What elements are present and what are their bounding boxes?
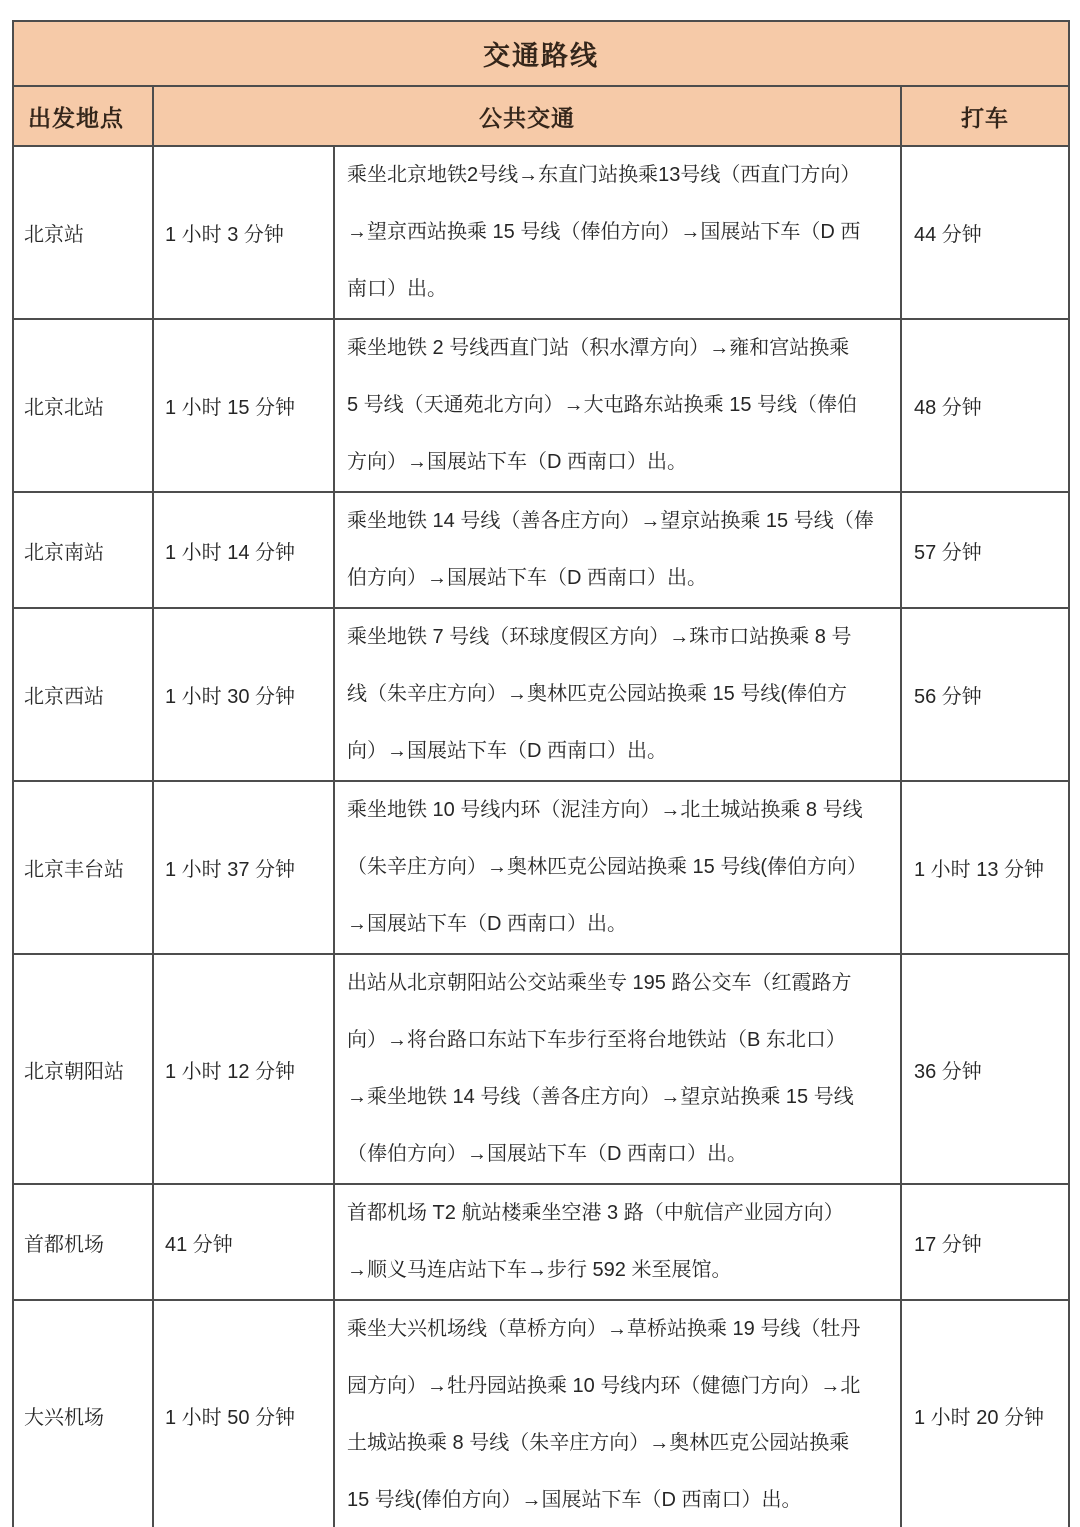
- route-description-cell: [334, 319, 901, 492]
- route-description-cell: [334, 781, 901, 954]
- table-header-row: [13, 86, 1069, 146]
- table-body: [13, 146, 1069, 1527]
- departure-station-cell: 大兴机场: [13, 1300, 153, 1527]
- route-line: 15 号线(俸伯方向）→国展站下车（D 西南口）出。: [347, 1489, 802, 1511]
- taxi-duration-cell: 57 分钟: [901, 492, 1069, 608]
- route-description-cell: [334, 1184, 901, 1300]
- route-line: 乘坐地铁 14 号线（善各庄方向）→望京站换乘 15 号线（俸: [347, 510, 874, 532]
- route-line: 乘坐北京地铁2号线→东直门站换乘13号线（西直门方向）: [347, 164, 861, 186]
- taxi-duration-cell: 48 分钟: [901, 319, 1069, 492]
- route-line: 向）→国展站下车（D 西南口）出。: [347, 740, 667, 762]
- route-line: →乘坐地铁 14 号线（善各庄方向）→望京站换乘 15 号线: [347, 1086, 854, 1108]
- route-line: →国展站下车（D 西南口）出。: [347, 913, 627, 935]
- table-row: [13, 1300, 1069, 1527]
- table-title: 交通路线: [13, 21, 1069, 86]
- transit-duration-cell: 1 小时 14 分钟: [153, 492, 334, 608]
- route-line: 出站从北京朝阳站公交站乘坐专 195 路公交车（红霞路方: [347, 972, 852, 994]
- route-description-cell: [334, 954, 901, 1184]
- route-line: 乘坐地铁 2 号线西直门站（积水潭方向）→雍和宫站换乘: [347, 337, 850, 359]
- table-row: [13, 146, 1069, 319]
- departure-station-cell: 北京站: [13, 146, 153, 319]
- col-header-public-transit: 公共交通: [153, 86, 901, 146]
- transit-duration-cell: 41 分钟: [153, 1184, 334, 1300]
- table-title-row: [13, 21, 1069, 86]
- transport-routes-table: [12, 20, 1070, 1527]
- departure-station-cell: 首都机场: [13, 1184, 153, 1300]
- route-line: 伯方向）→国展站下车（D 西南口）出。: [347, 567, 707, 589]
- route-line: 向）→将台路口东站下车步行至将台地铁站（B 东北口）: [347, 1029, 846, 1051]
- route-line: 土城站换乘 8 号线（朱辛庄方向）→奥林匹克公园站换乘: [347, 1432, 850, 1454]
- departure-station-cell: 北京北站: [13, 319, 153, 492]
- taxi-duration-cell: 44 分钟: [901, 146, 1069, 319]
- route-line: 乘坐地铁 7 号线（环球度假区方向）→珠市口站换乘 8 号: [347, 626, 852, 648]
- route-line: 线（朱辛庄方向）→奥林匹克公园站换乘 15 号线(俸伯方: [347, 683, 848, 705]
- table-row: [13, 781, 1069, 954]
- col-header-taxi: 打车: [901, 86, 1069, 146]
- route-description-cell: [334, 146, 901, 319]
- taxi-duration-cell: 1 小时 20 分钟: [901, 1300, 1069, 1527]
- route-line: 南口）出。: [347, 278, 447, 300]
- taxi-duration-cell: 1 小时 13 分钟: [901, 781, 1069, 954]
- route-description-cell: [334, 492, 901, 608]
- transit-duration-cell: 1 小时 37 分钟: [153, 781, 334, 954]
- transit-duration-cell: 1 小时 50 分钟: [153, 1300, 334, 1527]
- route-line: →望京西站换乘 15 号线（俸伯方向）→国展站下车（D 西: [347, 221, 861, 243]
- table-row: [13, 319, 1069, 492]
- transit-duration-cell: 1 小时 30 分钟: [153, 608, 334, 781]
- route-line: →顺义马连店站下车→步行 592 米至展馆。: [347, 1259, 732, 1281]
- route-description-cell: [334, 1300, 901, 1527]
- route-line: 5 号线（天通苑北方向）→大屯路东站换乘 15 号线（俸伯: [347, 394, 858, 416]
- departure-station-cell: 北京朝阳站: [13, 954, 153, 1184]
- taxi-duration-cell: 36 分钟: [901, 954, 1069, 1184]
- route-line: 方向）→国展站下车（D 西南口）出。: [347, 451, 687, 473]
- taxi-duration-cell: 56 分钟: [901, 608, 1069, 781]
- departure-station-cell: 北京丰台站: [13, 781, 153, 954]
- table-row: [13, 1184, 1069, 1300]
- table-row: [13, 492, 1069, 608]
- route-line: （朱辛庄方向）→奥林匹克公园站换乘 15 号线(俸伯方向）: [347, 856, 868, 878]
- transit-duration-cell: 1 小时 12 分钟: [153, 954, 334, 1184]
- route-description-cell: [334, 608, 901, 781]
- route-line: 园方向）→牡丹园站换乘 10 号线内环（健德门方向）→北: [347, 1375, 861, 1397]
- route-line: 乘坐大兴机场线（草桥方向）→草桥站换乘 19 号线（牡丹: [347, 1318, 861, 1340]
- departure-station-cell: 北京南站: [13, 492, 153, 608]
- departure-station-cell: 北京西站: [13, 608, 153, 781]
- col-header-departure: 出发地点: [13, 86, 153, 146]
- route-line: （俸伯方向）→国展站下车（D 西南口）出。: [347, 1143, 747, 1165]
- transit-duration-cell: 1 小时 3 分钟: [153, 146, 334, 319]
- table-row: [13, 954, 1069, 1184]
- transit-duration-cell: 1 小时 15 分钟: [153, 319, 334, 492]
- taxi-duration-cell: 17 分钟: [901, 1184, 1069, 1300]
- route-line: 乘坐地铁 10 号线内环（泥洼方向）→北土城站换乘 8 号线: [347, 799, 863, 821]
- route-line: 首都机场 T2 航站楼乘坐空港 3 路（中航信产业园方向）: [347, 1202, 844, 1224]
- table-row: [13, 608, 1069, 781]
